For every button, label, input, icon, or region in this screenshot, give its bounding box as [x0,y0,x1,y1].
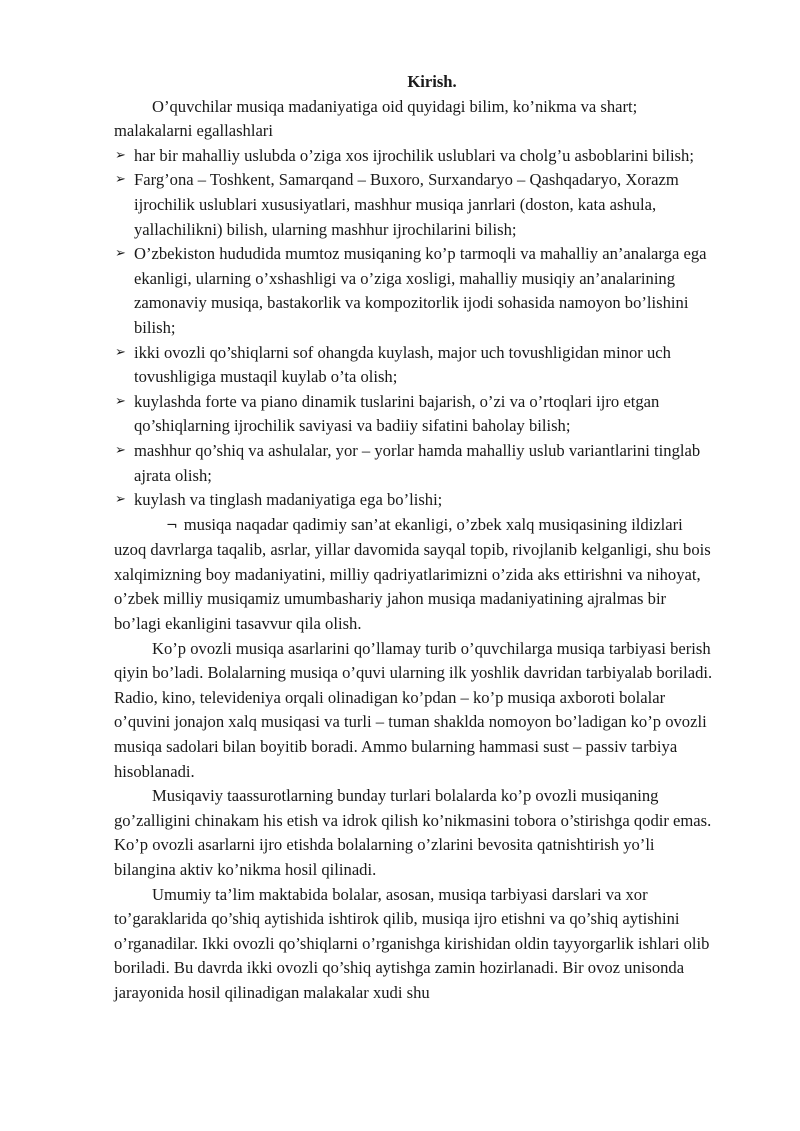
list-item [114,144,714,169]
arrowhead-bullet-icon: ➢ [115,147,126,163]
negation-paragraph-text: musiqa naqadar qadimiy san’at ekanligi, o’zbek xalq musiqasining ildizlari uzoq davrlarga taqalib, asrlar, yillar davomida sayqal topib, rivojlanib kelganligi, shu bois xalqimizning boy madaniyatini, milliy qadriyatlarimizni o’zida aks ettirishni va nihoyat, o’zbek milliy musiqamiz umumbashariy jahon musiqa madaniyatining ajralmas bir bo’lagi ekanligini tasavvur qila olish. [114,514,711,634]
intro-paragraph: O’quvchilar musiqa madaniyatiga oid quyidagi bilim, ko’nikma va shart; malakalarni egallashlari [114,96,638,141]
list-item-text: kuylash va tinglash madaniyatiga ega bo’lishi; [134,490,443,510]
list-item-text: mashhur qo’shiq va ashulalar, yor – yorlar hamda mahalliy uslub variantlarini tinglab ajrata olish; [134,440,701,485]
list-item [114,439,714,488]
list-item-text: Farg’ona – Toshkent, Samarqand – Buxoro, Surxandaryo – Qashqadaryo, Xorazm ijrochilik uslublari xususiyatlari, mashhur musiqa janrlari (doston, kata ashula, yallachilikni) bilish, ularning mashhur ijrochilarini bilish; [134,170,679,239]
document-title: Kirish. [407,72,457,91]
list-item [114,488,714,513]
list-item [114,390,714,439]
list-item-text: har bir mahalliy uslubda o’ziga xos ijrochilik uslublari va cholg’u asboblarini bilish; [134,145,694,165]
document-page [114,70,714,1006]
negation-symbol: ¬ [166,517,178,534]
arrowhead-bullet-icon: ➢ [115,172,126,188]
body-paragraph: Umumiy ta’lim maktabida bolalar, asosan, musiqa tarbiyasi darslari va xor to’garaklarida qo’shiq aytishida ishtirok qilib, musiqa ijro etishni va qo’shiq aytishini o’rganadilar. Ikki ovozli qo’shiqlarni o’rganishga kirishidan oldin tayyorgarlik ishlari olib boriladi. Bu davrda ikki ovozli qo’shiq aytishga zamin hozirlanadi. Bir ovoz unisonda jarayonida hosil qilinadigan malakalar xudi shu [114,884,710,1002]
list-item-text: kuylashda forte va piano dinamik tuslarini bajarish, o’zi va o’rtoqlari ijro etgan qo’shiqlarning ijrochilik saviyasi va badiiy sifatini baholay bilish; [134,391,660,436]
arrowhead-bullet-icon: ➢ [115,344,126,360]
body-paragraph: Musiqaviy taassurotlarning bunday turlari bolalarda ko’p ovozli musiqaning go’zalligini chinakam his etish va idrok qilish ko’nikmasini tobora o’stirishga qodir emas. Ko’p ovozli asarlarni ijro etishda bolalarning o’zlarini bevosita qatnishtirish yo’li bilangina aktiv ko’nikma hosil qilinadi. [114,786,712,879]
list-item-text: ikki ovozli qo’shiqlarni sof ohangda kuylash, major uch tovushligidan minor uch tovushligiga mustaqil kuylab o’ta olish; [134,342,671,387]
arrowhead-bullet-icon: ➢ [115,442,126,458]
objectives-list [114,144,714,513]
arrowhead-bullet-icon: ➢ [115,492,126,508]
body-paragraph: Ko’p ovozli musiqa asarlarini qo’llamay turib o’quvchilarga musiqa tarbiyasi berish qiyin bo’ladi. Bolalarning musiqa o’quvi ularning ilk yoshlik davridan tarbiyalab boriladi. Radio, kino, televideniya orqali olinadigan ko’pdan – ko’p musiqa axboroti bolalar o’quvini jonajon xalq musiqasi va turli – tuman shaklda nomoyon bo’ladigan ko’p ovozli musiqa sadolari bilan boyitib boradi. Ammo bularning hammasi sust – passiv tarbiya hisoblanadi. [114,638,713,781]
arrowhead-bullet-icon: ➢ [115,393,126,409]
list-item [114,168,714,242]
list-item [114,242,714,340]
negation-paragraph [114,513,714,637]
arrowhead-bullet-icon: ➢ [115,246,126,262]
list-item [114,341,714,390]
list-item-text: O’zbekiston hududida mumtoz musiqaning ko’p tarmoqli va mahalliy an’analarga ega ekanligi, ularning o’xshashligi va o’ziga xosligi, mahalliy musiqiy an’analarining zamonaviy musiqa, bastakorlik va kompozitorlik ijodi sohasida namoyon bo’lishini bilish; [134,244,707,337]
